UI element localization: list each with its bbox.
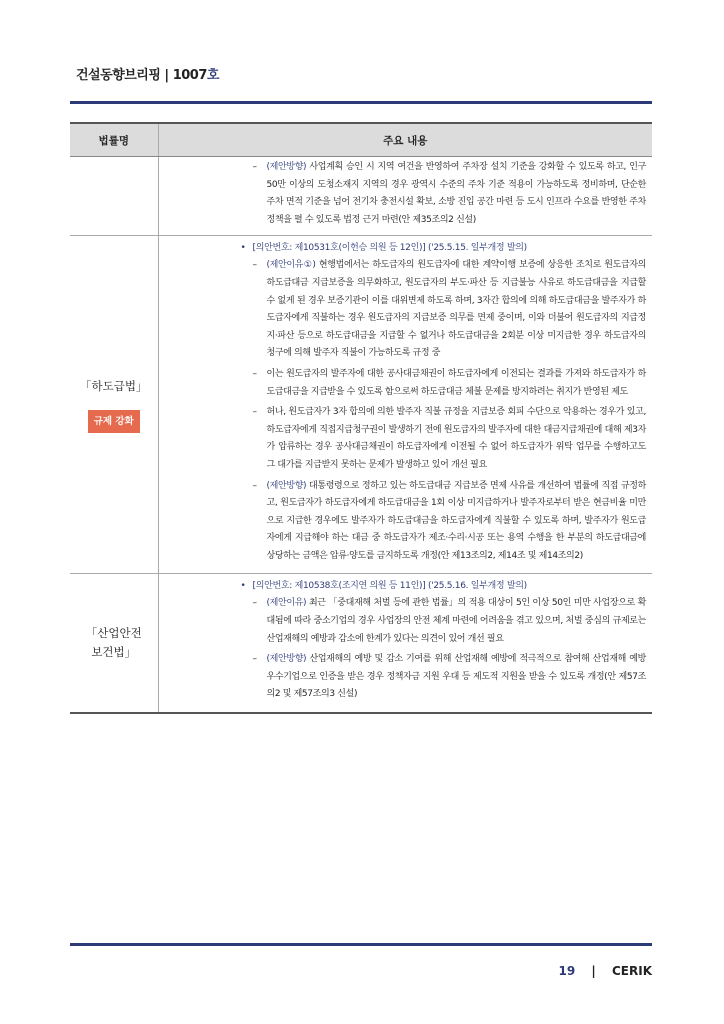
law-name-line: 보건법」 bbox=[91, 645, 137, 660]
table-row bbox=[70, 236, 652, 574]
content-item: – (제안방향) 대통령령으로 정하고 있는 하도급대금 지급보증 면제 사유를 개선하여 법률에 직접 규정하고, 원도급자가 하도급자에게 하도급대금을 1회 이상 미지급하거나 발주자로부터 받은 현금비율 미만으로 지급한 경우에도 발주자가 하도급대금을 하도급자에게 직불할 수 있도록 하며, 발주자가 원도급자에게 지급해야 하는 대금 중 하도급자가 제조·수리·시공 또는 용역 수행을 한 부분의 하도급대금에 상당하는 금액은 압류·양도를 금지하도록 개정(안 제13조의2, 제14조 및 제14조의2) bbox=[252, 480, 646, 561]
table-row bbox=[70, 157, 652, 236]
content-item: – (제안방향) 산업재해의 예방 및 감소 기여를 위해 산업재해 예방에 적극적으로 참여해 산업재해 예방 우수기업으로 인증을 받은 경우 정책자금 지원 우대 등 제도적 지원을 받을 수 있도록 개정(안 제57조의2 및 제57조의3 신설) bbox=[252, 654, 646, 700]
page-number: 19 bbox=[558, 964, 576, 978]
law-cell bbox=[70, 236, 158, 574]
content-item: – 이는 원도급자의 발주자에 대한 공사대금채권이 하도급자에게 이전되는 결과를 가져와 하도급자가 하도급대금을 지급받을 수 있도록 함으로써 하도급대금 체불 문제를 방지하려는 취지가 반영된 제도 bbox=[252, 368, 646, 397]
content-cell bbox=[158, 236, 652, 574]
footer-separator: | bbox=[591, 964, 596, 978]
footer-rule bbox=[70, 943, 652, 946]
content-item: – 허나, 원도급자가 3자 합의에 의한 발주자 직불 규정을 지급보증 회피 수단으로 악용하는 경우가 있고, 하도급자에게 직접지급청구권이 발생하기 전에 원도급자의 발주자에 대한 대금지급채권에 대해 제3자가 압류하는 경우 공사대금채권이 하도급자에게 이전될 수 없어 하도급자가 위탁 업무를 수행하고도 그 대가를 지급받지 못하는 문제가 발생하고 있어 개선 필요 bbox=[252, 407, 646, 470]
column-header-content: 주요 내용 bbox=[158, 123, 652, 157]
table-row bbox=[70, 574, 652, 713]
content-item: – (제안방향) 사업계획 승인 시 지역 여건을 반영하여 주차장 설치 기준을 강화할 수 있도록 하고, 인구 50만 이상의 도청소재지 지역의 경우 광역시 수준의 주차 기준 적용이 가능하도록 정비하며, 단순한 주차 면적 기준을 넘어 전기차 충전시설 확보, 소방 진입 공간 마련 등 도시 인프라 수요를 반영한 주차 정책을 펼 수 있도록 법정 근거 마련(안 제35조의2 신설) bbox=[252, 162, 646, 225]
header-rule bbox=[70, 101, 652, 104]
column-header-law: 법률명 bbox=[70, 123, 158, 157]
content-cell bbox=[158, 157, 652, 236]
law-cell bbox=[70, 574, 158, 713]
content-cell bbox=[158, 574, 652, 713]
bill-number-line: • [의안번호: 제10531호(이헌승 의원 등 12인)] ('25.5.15. 일부개정 발의) bbox=[241, 240, 647, 257]
table-header-row bbox=[70, 123, 652, 157]
law-name-line: 「산업안전 bbox=[85, 626, 142, 641]
law-name: 「하도급법」 bbox=[80, 378, 148, 393]
content-item: – (제안이유①) 현행법에서는 하도급자의 원도급자에 대한 계약이행 보증에 상응한 조치로 원도급자의 하도급대금 지급보증을 의무화하고, 원도급자의 부도·파산 등 지급불능 사유로 하도급대금을 지급할 수 없게 된 경우 보증기관이 이를 대위변제 하도록 하며, 3자간 합의에 의해 하도급대금을 발주자가 하도급자에게 직불하는 경우 원도급자의 지급보증 의무를 면제 중이며, 이와 더불어 원도급자의 지급정지·파산 등으로 하도급대금을 지급할 수 없거나 하도급대금을 2회분 이상 미지급한 경우 하도급자의 청구에 의해 발주자 직불이 가능하도록 규정 중 bbox=[252, 260, 647, 359]
status-badge: 규제 강화 bbox=[88, 410, 140, 433]
bill-table bbox=[70, 122, 652, 714]
page-header-title: 건설동향브리핑 | 1007호 bbox=[76, 68, 219, 83]
page-footer bbox=[559, 964, 652, 978]
footer-org: CERIK bbox=[611, 964, 652, 978]
content-item: – (제안이유) 최근 「중대재해 처벌 등에 관한 법률」의 적용 대상이 5인 이상 50인 미만 사업장으로 확대됨에 따라 중소기업의 경우 사업장의 안전 체계 마련에 어려움을 겪고 있으며, 처벌 중심의 규제로는 산업재해의 예방과 감소에 한계가 있다는 의견이 있어 개선 필요 bbox=[252, 598, 646, 644]
law-cell bbox=[70, 157, 158, 236]
bill-number-line: • [의안번호: 제10538호(조지연 의원 등 11인)] ('25.5.16. 일부개정 발의) bbox=[241, 578, 647, 595]
